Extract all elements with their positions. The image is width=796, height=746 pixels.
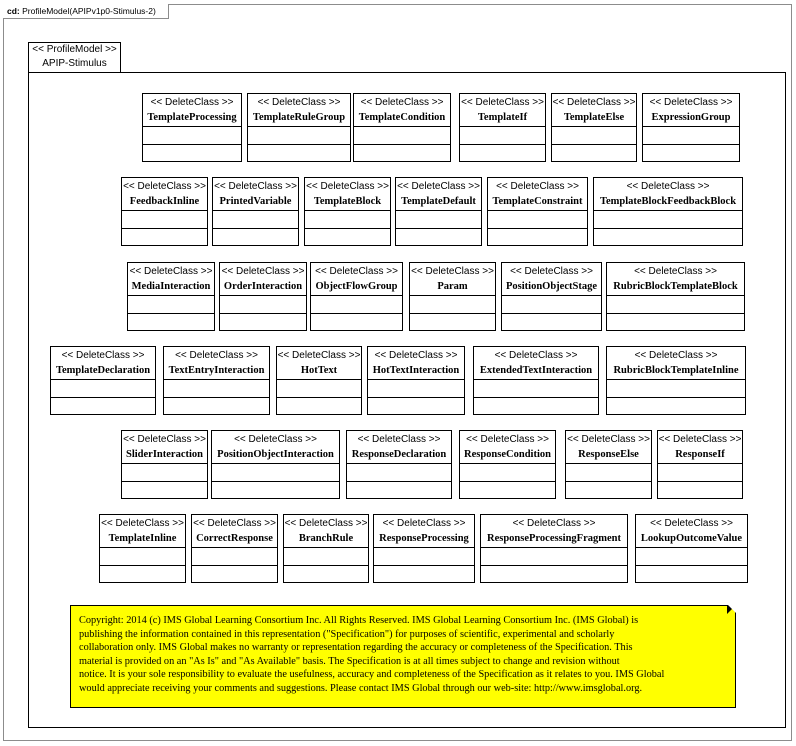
class-attributes-compartment — [164, 380, 269, 398]
class-attributes-compartment — [607, 380, 745, 398]
class-attributes-compartment — [566, 464, 651, 482]
class-stereotype: << DeleteClass >> — [234, 434, 317, 445]
class-box[interactable] — [142, 93, 242, 162]
class-name: HotTextInteraction — [368, 362, 464, 380]
class-stereotype: << DeleteClass >> — [496, 181, 579, 192]
class-stereotype: << DeleteClass >> — [221, 266, 305, 277]
class-stereotype: << DeleteClass >> — [397, 181, 480, 192]
class-operations-compartment — [552, 145, 636, 162]
class-operations-compartment — [311, 314, 402, 331]
class-name: TemplateElse — [552, 109, 636, 127]
class-stereotype: << DeleteClass >> — [512, 518, 596, 529]
class-stereotype: << DeleteClass >> — [123, 434, 206, 445]
class-operations-compartment — [212, 482, 339, 499]
class-name: ResponseElse — [566, 446, 651, 464]
class-attributes-compartment — [481, 548, 627, 566]
class-box[interactable] — [657, 430, 743, 499]
class-operations-compartment — [410, 314, 495, 331]
class-attributes-compartment — [347, 464, 451, 482]
class-attributes-compartment — [284, 548, 368, 566]
class-name: HotText — [277, 362, 361, 380]
class-stereotype: << DeleteClass >> — [101, 518, 184, 529]
class-stereotype: << DeleteClass >> — [650, 518, 733, 529]
class-box[interactable] — [353, 93, 451, 162]
class-name: ResponseProcessingFragment — [481, 530, 627, 548]
class-operations-compartment — [502, 314, 601, 331]
class-name: PositionObjectStage — [502, 278, 601, 296]
class-name: TemplateBlock — [305, 193, 390, 211]
class-attributes-compartment — [143, 127, 241, 145]
class-stereotype: << DeleteClass >> — [552, 97, 636, 108]
class-stereotype: << DeleteClass >> — [510, 266, 593, 277]
class-box[interactable] — [373, 514, 475, 583]
class-box[interactable] — [211, 430, 340, 499]
class-operations-compartment — [143, 145, 241, 162]
class-operations-compartment — [248, 145, 350, 162]
class-name: MediaInteraction — [128, 278, 214, 296]
class-box[interactable] — [459, 430, 556, 499]
class-stereotype: << DeleteClass >> — [150, 97, 234, 108]
class-stereotype: << DeleteClass >> — [175, 350, 258, 361]
class-stereotype: << DeleteClass >> — [411, 266, 494, 277]
class-box[interactable] — [565, 430, 652, 499]
class-name: TemplateDefault — [396, 193, 481, 211]
class-operations-compartment — [277, 398, 361, 415]
class-name: PositionObjectInteraction — [212, 446, 339, 464]
class-name: TemplateDeclaration — [51, 362, 155, 380]
class-operations-compartment — [460, 145, 545, 162]
class-operations-compartment — [396, 229, 481, 246]
class-box[interactable] — [635, 514, 748, 583]
class-name: TemplateInline — [100, 530, 185, 548]
copyright-note[interactable] — [70, 605, 736, 708]
class-box[interactable] — [459, 93, 546, 162]
class-name: RubricBlockTemplateBlock — [607, 278, 744, 296]
class-operations-compartment — [122, 229, 207, 246]
class-name: OrderInteraction — [220, 278, 306, 296]
class-box[interactable] — [480, 514, 628, 583]
class-attributes-compartment — [51, 380, 155, 398]
class-stereotype: << DeleteClass >> — [634, 350, 718, 361]
class-operations-compartment — [643, 145, 739, 162]
class-operations-compartment — [607, 314, 744, 331]
class-box[interactable] — [121, 430, 208, 499]
class-operations-compartment — [347, 482, 451, 499]
class-attributes-compartment — [122, 464, 207, 482]
class-attributes-compartment — [311, 296, 402, 314]
class-stereotype: << DeleteClass >> — [374, 350, 458, 361]
class-name: TemplateCondition — [354, 109, 450, 127]
class-attributes-compartment — [100, 548, 185, 566]
class-stereotype: << DeleteClass >> — [634, 266, 717, 277]
class-attributes-compartment — [552, 127, 636, 145]
class-operations-compartment — [368, 398, 464, 415]
class-stereotype: << DeleteClass >> — [214, 181, 297, 192]
class-box[interactable] — [487, 177, 588, 246]
class-box[interactable] — [606, 346, 746, 415]
class-box[interactable] — [212, 177, 299, 246]
class-box[interactable] — [121, 177, 208, 246]
class-attributes-compartment — [460, 127, 545, 145]
class-operations-compartment — [594, 229, 742, 246]
class-operations-compartment — [460, 482, 555, 499]
class-box[interactable] — [367, 346, 465, 415]
class-name: BranchRule — [284, 530, 368, 548]
class-name: ExpressionGroup — [643, 109, 739, 127]
frame-prefix: cd: — [7, 6, 20, 16]
class-name: TemplateProcessing — [143, 109, 241, 127]
class-stereotype: << DeleteClass >> — [466, 434, 549, 445]
class-name: RubricBlockTemplateInline — [607, 362, 745, 380]
class-box[interactable] — [276, 346, 362, 415]
class-stereotype: << DeleteClass >> — [626, 181, 710, 192]
class-stereotype: << DeleteClass >> — [123, 181, 206, 192]
class-name: ResponseProcessing — [374, 530, 474, 548]
class-stereotype: << DeleteClass >> — [357, 434, 441, 445]
class-attributes-compartment — [396, 211, 481, 229]
class-name: TemplateBlockFeedbackBlock — [594, 193, 742, 211]
class-name: TemplateIf — [460, 109, 545, 127]
class-attributes-compartment — [212, 464, 339, 482]
class-box[interactable] — [163, 346, 270, 415]
class-operations-compartment — [354, 145, 450, 162]
class-attributes-compartment — [368, 380, 464, 398]
class-box[interactable] — [50, 346, 156, 415]
class-attributes-compartment — [354, 127, 450, 145]
class-box[interactable] — [346, 430, 452, 499]
class-attributes-compartment — [410, 296, 495, 314]
class-stereotype: << DeleteClass >> — [494, 350, 578, 361]
class-box[interactable] — [304, 177, 391, 246]
class-box[interactable] — [473, 346, 599, 415]
class-box[interactable] — [642, 93, 740, 162]
class-box[interactable] — [127, 262, 215, 331]
class-name: TemplateConstraint — [488, 193, 587, 211]
class-name: PrintedVariable — [213, 193, 298, 211]
class-stereotype: << DeleteClass >> — [306, 181, 389, 192]
class-attributes-compartment — [122, 211, 207, 229]
class-attributes-compartment — [636, 548, 747, 566]
class-stereotype: << DeleteClass >> — [193, 518, 276, 529]
class-operations-compartment — [122, 482, 207, 499]
class-operations-compartment — [128, 314, 214, 331]
package-name: APIP-Stimulus — [42, 58, 107, 69]
class-operations-compartment — [374, 566, 474, 583]
class-box[interactable] — [593, 177, 743, 246]
note-text: Copyright: 2014 (c) IMS Global Learning Consortium Inc. All Rights Reserved. IMS Global Learning Consortium Inc. (IMS Global) is publishing the information contained in this representation ("Specification") for purposes of scientific, experimental and scholarly collaboration only. IMS Global makes no warranty or representation regarding the accuracy or completeness of the Specification. This material is provided on an "As Is" and "As Available" basis. The Specification is at all times subject to change and revision without notice. It is your sole responsibility to evaluate the usefulness, accuracy and completeness of the Specification as it relates to you. IMS Global would appreciate receiving your comments and suggestions. Please contact IMS Global through our web-site: http://www.imsglobal.org. — [79, 615, 665, 694]
class-attributes-compartment — [220, 296, 306, 314]
class-name: ResponseDeclaration — [347, 446, 451, 464]
class-stereotype: << DeleteClass >> — [61, 350, 145, 361]
class-attributes-compartment — [643, 127, 739, 145]
class-stereotype: << DeleteClass >> — [315, 266, 398, 277]
class-name: FeedbackInline — [122, 193, 207, 211]
class-box[interactable] — [606, 262, 745, 331]
class-stereotype: << DeleteClass >> — [257, 97, 341, 108]
class-operations-compartment — [284, 566, 368, 583]
class-attributes-compartment — [213, 211, 298, 229]
class-stereotype: << DeleteClass >> — [461, 97, 544, 108]
class-box[interactable] — [219, 262, 307, 331]
class-attributes-compartment — [128, 296, 214, 314]
class-stereotype: << DeleteClass >> — [360, 97, 444, 108]
class-attributes-compartment — [658, 464, 742, 482]
class-name: Param — [410, 278, 495, 296]
package-stereotype: << ProfileModel >> — [32, 44, 117, 55]
class-operations-compartment — [488, 229, 587, 246]
class-operations-compartment — [658, 482, 742, 499]
class-stereotype: << DeleteClass >> — [284, 518, 368, 529]
class-attributes-compartment — [277, 380, 361, 398]
class-operations-compartment — [481, 566, 627, 583]
frame-title: ProfileModel(APIPv1p0-Stimulus-2) — [22, 6, 156, 16]
diagram-frame-tab — [3, 4, 169, 19]
class-attributes-compartment — [488, 211, 587, 229]
class-box[interactable] — [395, 177, 482, 246]
class-name: ResponseCondition — [460, 446, 555, 464]
class-operations-compartment — [566, 482, 651, 499]
class-box[interactable] — [99, 514, 186, 583]
class-operations-compartment — [636, 566, 747, 583]
class-operations-compartment — [192, 566, 277, 583]
class-name: ExtendedTextInteraction — [474, 362, 598, 380]
class-stereotype: << DeleteClass >> — [649, 97, 733, 108]
class-operations-compartment — [164, 398, 269, 415]
class-box[interactable] — [191, 514, 278, 583]
class-operations-compartment — [213, 229, 298, 246]
class-attributes-compartment — [607, 296, 744, 314]
package-tab[interactable] — [28, 42, 121, 73]
class-stereotype: << DeleteClass >> — [129, 266, 213, 277]
class-stereotype: << DeleteClass >> — [382, 518, 466, 529]
class-attributes-compartment — [374, 548, 474, 566]
class-attributes-compartment — [248, 127, 350, 145]
note-fold-cutout — [728, 605, 736, 613]
class-name: TextEntryInteraction — [164, 362, 269, 380]
class-attributes-compartment — [474, 380, 598, 398]
class-box[interactable] — [409, 262, 496, 331]
class-attributes-compartment — [502, 296, 601, 314]
class-operations-compartment — [607, 398, 745, 415]
class-attributes-compartment — [192, 548, 277, 566]
class-operations-compartment — [305, 229, 390, 246]
class-stereotype: << DeleteClass >> — [658, 434, 742, 445]
class-attributes-compartment — [460, 464, 555, 482]
class-box[interactable] — [501, 262, 602, 331]
class-attributes-compartment — [305, 211, 390, 229]
class-stereotype: << DeleteClass >> — [277, 350, 361, 361]
class-box[interactable] — [310, 262, 403, 331]
class-name: CorrectResponse — [192, 530, 277, 548]
class-operations-compartment — [51, 398, 155, 415]
class-stereotype: << DeleteClass >> — [567, 434, 650, 445]
class-name: SliderInteraction — [122, 446, 207, 464]
class-box[interactable] — [551, 93, 637, 162]
class-name: LookupOutcomeValue — [636, 530, 747, 548]
class-box[interactable] — [247, 93, 351, 162]
class-name: ObjectFlowGroup — [311, 278, 402, 296]
class-operations-compartment — [220, 314, 306, 331]
class-name: ResponseIf — [658, 446, 742, 464]
class-name: TemplateRuleGroup — [248, 109, 350, 127]
class-attributes-compartment — [594, 211, 742, 229]
class-operations-compartment — [474, 398, 598, 415]
class-box[interactable] — [283, 514, 369, 583]
class-operations-compartment — [100, 566, 185, 583]
